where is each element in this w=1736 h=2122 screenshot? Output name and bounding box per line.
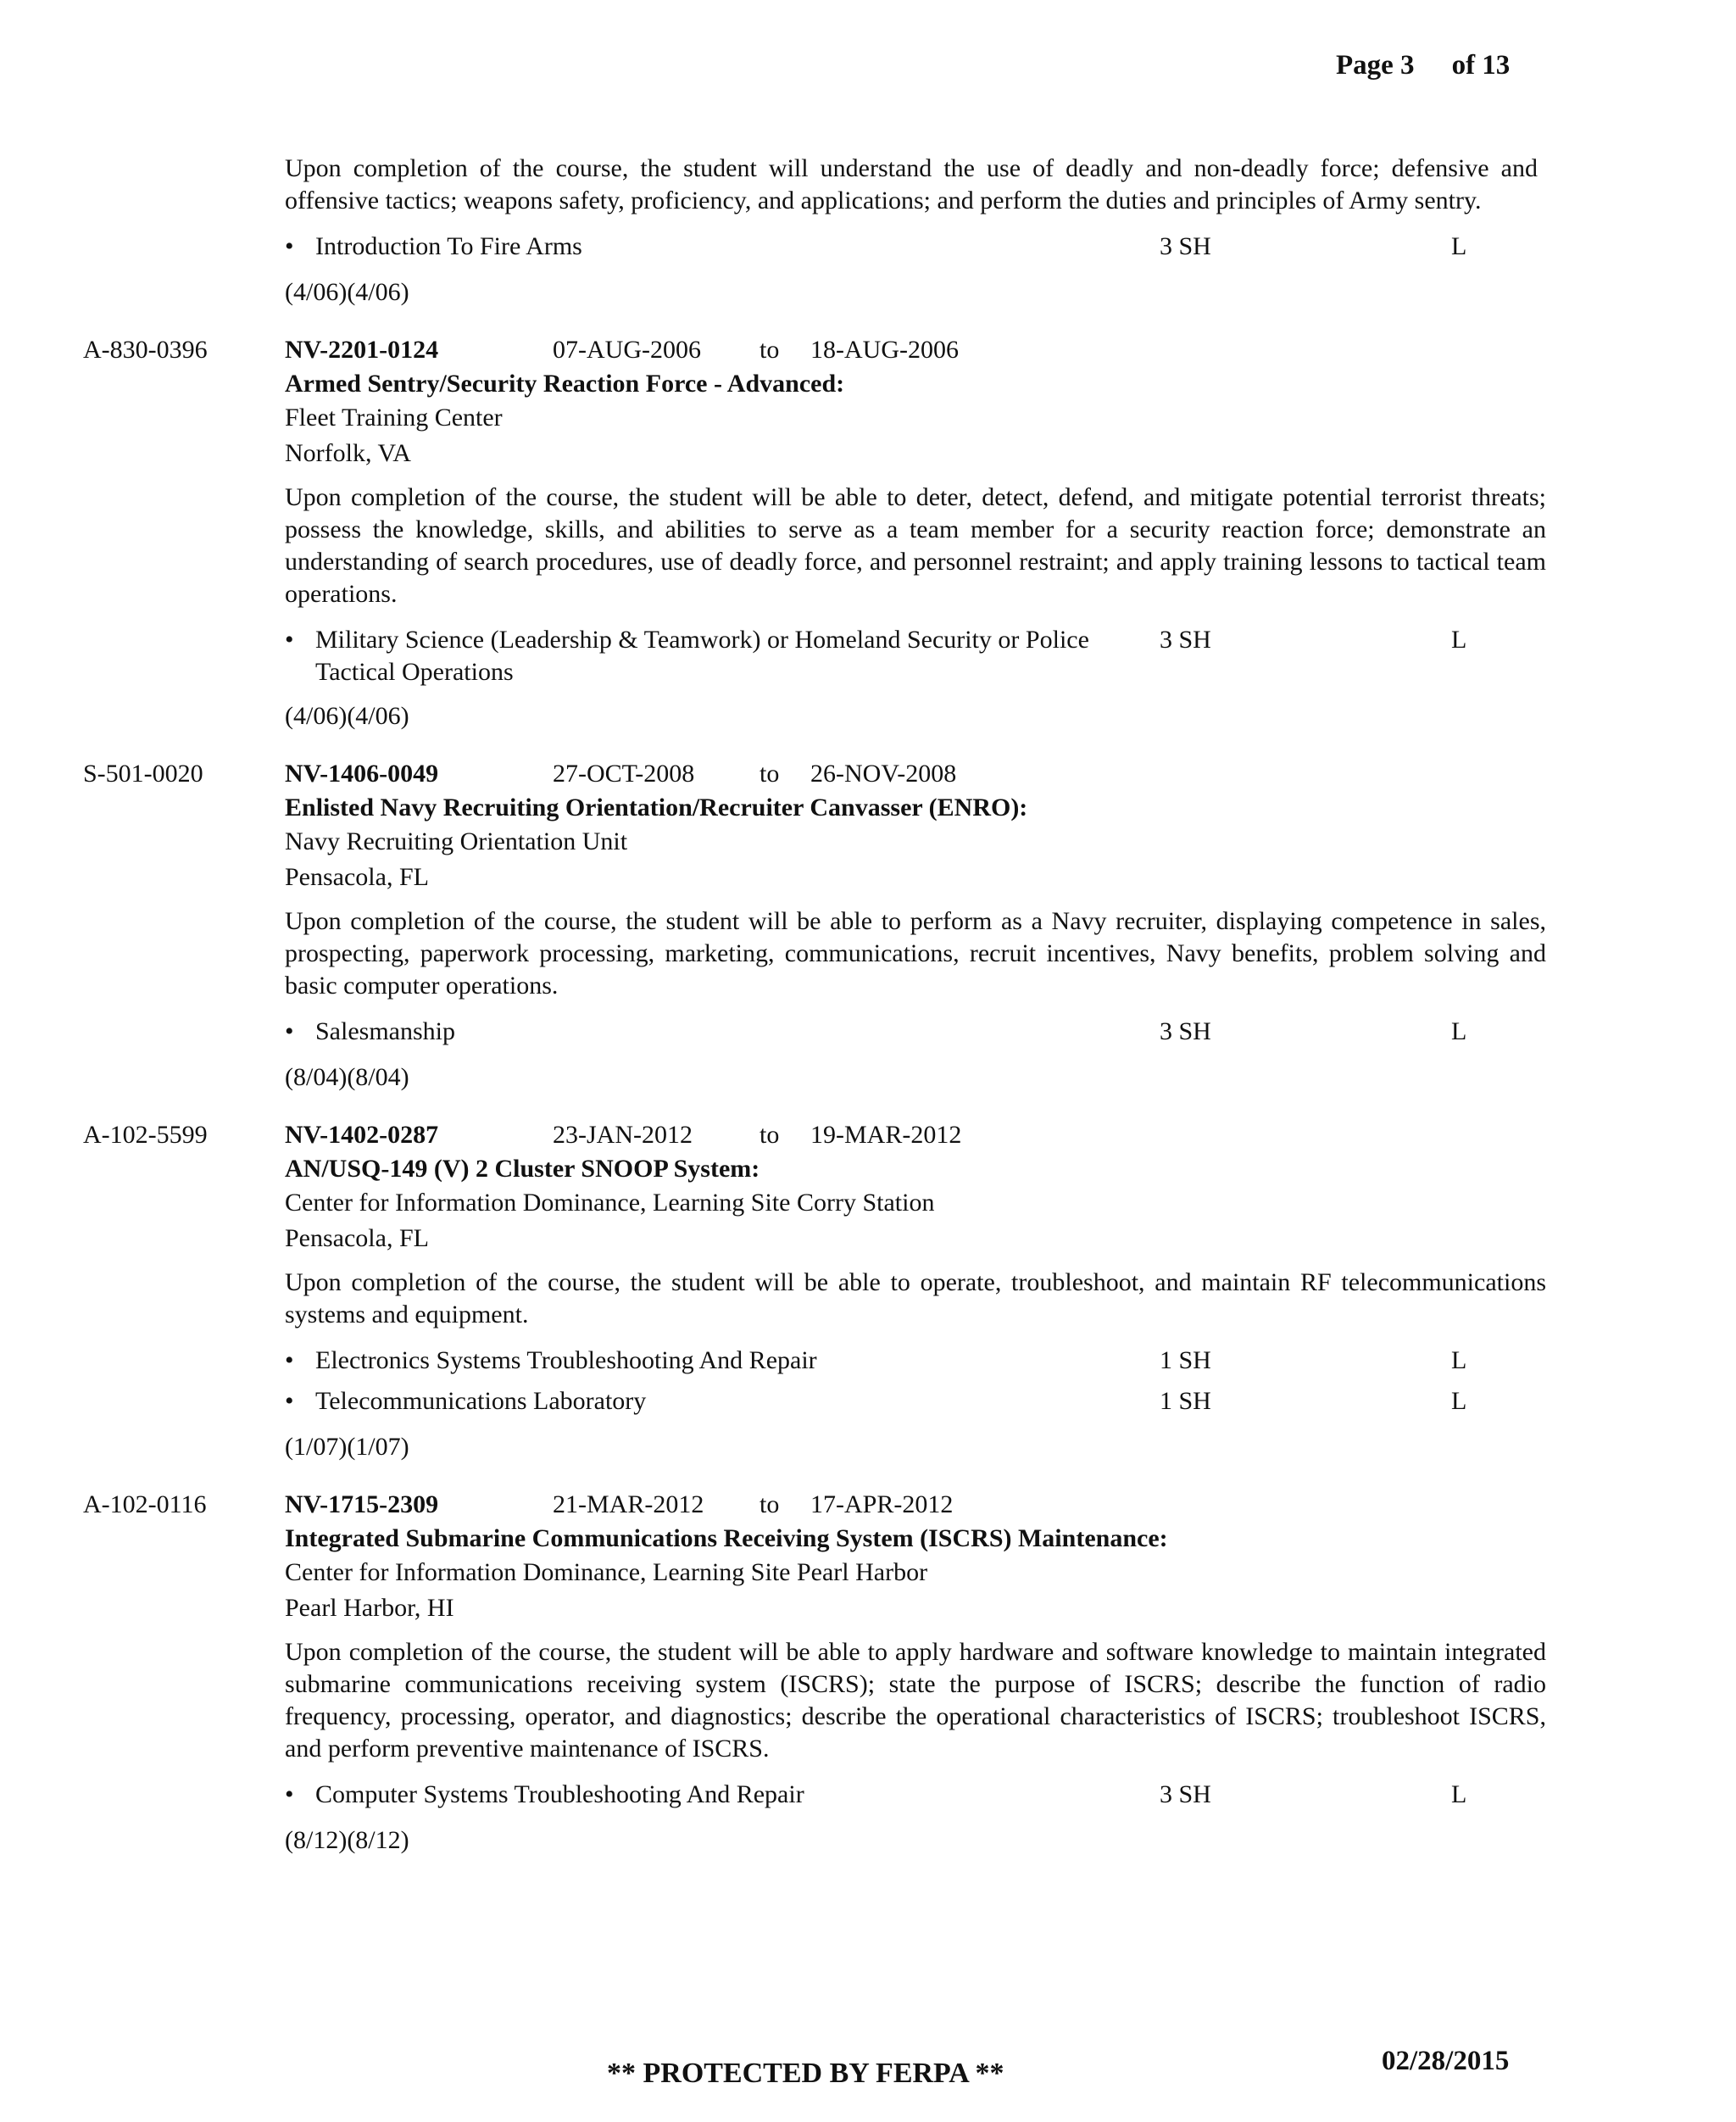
bullet-icon: •: [285, 1387, 294, 1415]
location: Norfolk, VA: [285, 439, 411, 467]
course-description: Upon completion of the course, the student will be able to operate, troubleshoot, and maintain RF telecommunications systems and equipment.: [285, 1268, 1546, 1328]
end-date: 26-NOV-2008: [810, 760, 957, 788]
credit-list: [285, 624, 1546, 695]
ace-id: A-830-0396: [83, 336, 208, 364]
credit-list: [285, 1779, 1546, 1819]
to-label: to: [760, 336, 780, 364]
course-entry: [0, 758, 1736, 1094]
credit-level: L: [1451, 1387, 1467, 1415]
credit-level: L: [1451, 1017, 1467, 1045]
course-number: NV-1402-0287: [285, 1121, 439, 1149]
page-number: [1336, 49, 1510, 81]
dates-note: (4/06)(4/06): [285, 278, 409, 306]
institution: Center for Information Dominance, Learning Site Corry Station: [285, 1189, 935, 1217]
course-number: NV-2201-0124: [285, 336, 439, 364]
location: Pearl Harbor, HI: [285, 1594, 454, 1622]
credit-row: [285, 1345, 1546, 1385]
start-date: 21-MAR-2012: [553, 1490, 704, 1518]
credit-subject: Salesmanship: [315, 1017, 455, 1045]
institution: Navy Recruiting Orientation Unit: [285, 827, 628, 855]
credit-hours: 1 SH: [1160, 1387, 1211, 1415]
credit-level: L: [1451, 1346, 1467, 1374]
course-description: Upon completion of the course, the student will be able to deter, detect, defend, and mitigate potential terrorist threats; possess the knowledge, skills, and abilities to serve as a team member for a security reaction force; demonstrate an understanding of search procedures, use of deadly force, and personnel restraint; and apply training lessons to tactical team operations.: [285, 483, 1546, 608]
credit-hours: 3 SH: [1160, 232, 1211, 260]
course-entry: [0, 1119, 1736, 1463]
ace-id: A-102-5599: [83, 1121, 208, 1149]
end-date: 18-AUG-2006: [810, 336, 959, 364]
page-total-label: of 13: [1451, 50, 1511, 81]
course-title: Enlisted Navy Recruiting Orientation/Recruiter Canvasser (ENRO):: [285, 794, 1028, 822]
course-title: Integrated Submarine Communications Receiving System (ISCRS) Maintenance:: [285, 1524, 1168, 1552]
credit-subject: Military Science (Leadership & Teamwork) or Homeland Security or Police Tactical Operations: [315, 626, 1089, 686]
end-date: 17-APR-2012: [810, 1490, 954, 1518]
course-details: [285, 1489, 1546, 1857]
transcript-body: [0, 153, 1736, 1857]
credit-hours: 3 SH: [1160, 1017, 1211, 1045]
location: Pensacola, FL: [285, 1224, 429, 1252]
course-number: NV-1406-0049: [285, 760, 439, 788]
location: Pensacola, FL: [285, 863, 429, 891]
dates-note: (1/07)(1/07): [285, 1433, 409, 1461]
credit-subject: Introduction To Fire Arms: [315, 232, 582, 260]
course-description: Upon completion of the course, the student will understand the use of deadly and non-deadly force; defensive and offensive tactics; weapons safety, proficiency, and applications; and perform the duties and principles of Army sentry.: [285, 154, 1538, 214]
start-date: 27-OCT-2008: [553, 760, 695, 788]
institution: Center for Information Dominance, Learning Site Pearl Harbor: [285, 1558, 928, 1586]
course-title: Armed Sentry/Security Reaction Force - Advanced:: [285, 370, 845, 398]
course-details: [285, 758, 1546, 1094]
bullet-icon: •: [285, 626, 294, 654]
credit-hours: 1 SH: [1160, 1346, 1211, 1374]
dates-note: (8/12)(8/12): [285, 1826, 409, 1854]
course-title: AN/USQ-149 (V) 2 Cluster SNOOP System:: [285, 1155, 760, 1183]
credit-row: [285, 1016, 1546, 1056]
course-header-line: [285, 758, 1546, 792]
page-label: Page 3: [1336, 50, 1415, 81]
course-entry: [0, 1489, 1736, 1857]
course-description: Upon completion of the course, the student will be able to perform as a Navy recruiter, displaying competence in sales, prospecting, paperwork processing, marketing, communications, recruit incentives, Navy benefits, problem solving and basic computer operations.: [285, 907, 1546, 1000]
course-header-line: [285, 334, 1546, 368]
continued-course: [285, 153, 1538, 309]
start-date: 23-JAN-2012: [553, 1121, 693, 1149]
credit-hours: 3 SH: [1160, 1780, 1211, 1808]
course-header-line: [285, 1119, 1546, 1153]
course-header-line: [285, 1489, 1546, 1523]
bullet-icon: •: [285, 232, 294, 260]
course-entry: [0, 334, 1736, 732]
end-date: 19-MAR-2012: [810, 1121, 962, 1149]
credit-subject: Electronics Systems Troubleshooting And Repair: [315, 1346, 817, 1374]
dates-note: (8/04)(8/04): [285, 1063, 409, 1091]
credit-level: L: [1451, 626, 1467, 654]
credit-level: L: [1451, 232, 1467, 260]
to-label: to: [760, 1121, 780, 1149]
institution: Fleet Training Center: [285, 404, 503, 432]
credit-list: [285, 1016, 1546, 1056]
to-label: to: [760, 1490, 780, 1518]
credit-list: [285, 231, 1538, 271]
credit-subject: Telecommunications Laboratory: [315, 1387, 647, 1415]
course-description: Upon completion of the course, the student will be able to apply hardware and software knowledge to maintain integrated submarine communications receiving system (ISCRS); state the purpose of ISCRS; describe the function of radio frequency, processing, operator, and diagnostics; describe the operational characteristics of ISCRS; troubleshoot ISCRS, and perform preventive maintenance of ISCRS.: [285, 1638, 1546, 1763]
to-label: to: [760, 760, 780, 788]
credit-row: [285, 624, 1546, 695]
ace-id: S-501-0020: [83, 760, 203, 788]
course-number: NV-1715-2309: [285, 1490, 439, 1518]
credit-row: [285, 1779, 1546, 1819]
course-details: [285, 334, 1546, 732]
credit-row: [285, 231, 1538, 271]
start-date: 07-AUG-2006: [553, 336, 701, 364]
bullet-icon: •: [285, 1346, 294, 1374]
ace-id: A-102-0116: [83, 1490, 207, 1518]
print-date: 02/28/2015: [1382, 2046, 1510, 2076]
credit-row: [285, 1385, 1546, 1426]
credit-hours: 3 SH: [1160, 626, 1211, 654]
bullet-icon: •: [285, 1780, 294, 1808]
course-details: [285, 1119, 1546, 1463]
bullet-icon: •: [285, 1017, 294, 1045]
ferpa-notice: ** PROTECTED BY FERPA **: [607, 2058, 1004, 2089]
credit-list: [285, 1345, 1546, 1426]
credit-level: L: [1451, 1780, 1467, 1808]
dates-note: (4/06)(4/06): [285, 702, 409, 730]
credit-subject: Computer Systems Troubleshooting And Repair: [315, 1780, 804, 1808]
